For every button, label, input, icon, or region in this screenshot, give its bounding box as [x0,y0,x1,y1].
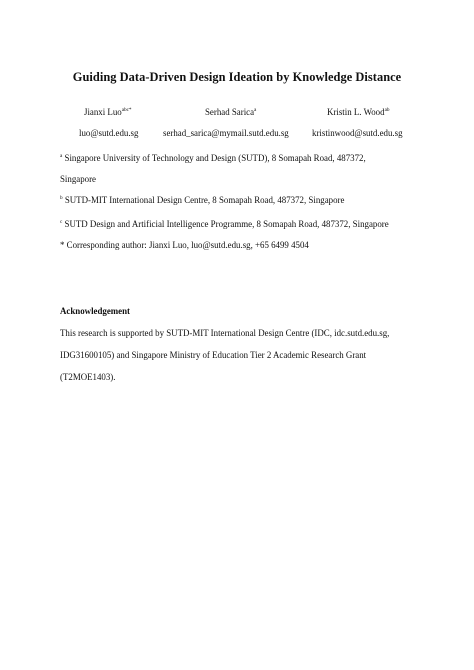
author-3-email: kristinwood@sutd.edu.sg [312,128,403,138]
author-names-row [0,107,474,121]
acknowledgement-line-1: This research is supported by SUTD-MIT International Design Centre (IDC, idc.sutd.edu.sg, [60,328,390,338]
affiliation-b-mark: b [60,195,63,201]
paper-title: Guiding Data-Driven Design Ideation by Knowledge Distance [72,70,402,84]
affiliation-c [60,219,389,229]
author-2 [205,107,256,117]
author-emails-row [0,128,474,142]
author-2-name: Serhad Sarica [205,107,255,117]
author-3-name: Kristin L. Wood [327,107,385,117]
acknowledgement-heading: Acknowledgement [60,306,131,316]
affiliation-c-mark: c [60,219,63,225]
acknowledgement-line-3: (T2MOE1403). [60,372,116,382]
affiliation-b-text: SUTD-MIT International Design Centre, 8 Somapah Road, 487372, Singapore [62,195,345,205]
corresponding-author: * Corresponding author: Jianxi Luo, luo@sutd.edu.sg, +65 6499 4504 [60,240,309,250]
affiliation-b [60,195,344,205]
affiliation-a-mark: a [60,153,63,159]
author-1-affiliation-marks: abc* [121,107,132,113]
affiliation-a-text: Singapore University of Technology and Design (SUTD), 8 Somapah Road, 487372, [62,153,366,163]
acknowledgement-line-2: IDG31600105) and Singapore Ministry of Education Tier 2 Academic Research Grant [60,350,367,360]
affiliation-c-text: SUTD Design and Artificial Intelligence Programme, 8 Somapah Road, 487372, Singapore [62,219,389,229]
affiliation-a-continued: Singapore [60,174,96,184]
author-1-name: Jianxi Luo [84,107,122,117]
author-3-affiliation-marks: ab [384,107,390,113]
author-1-email: luo@sutd.edu.sg [79,128,139,138]
author-1 [84,107,132,117]
author-2-email: serhad_sarica@mymail.sutd.edu.sg [163,128,289,138]
author-3 [327,107,389,117]
affiliation-a [60,153,366,163]
author-2-affiliation-marks: a [254,107,257,113]
